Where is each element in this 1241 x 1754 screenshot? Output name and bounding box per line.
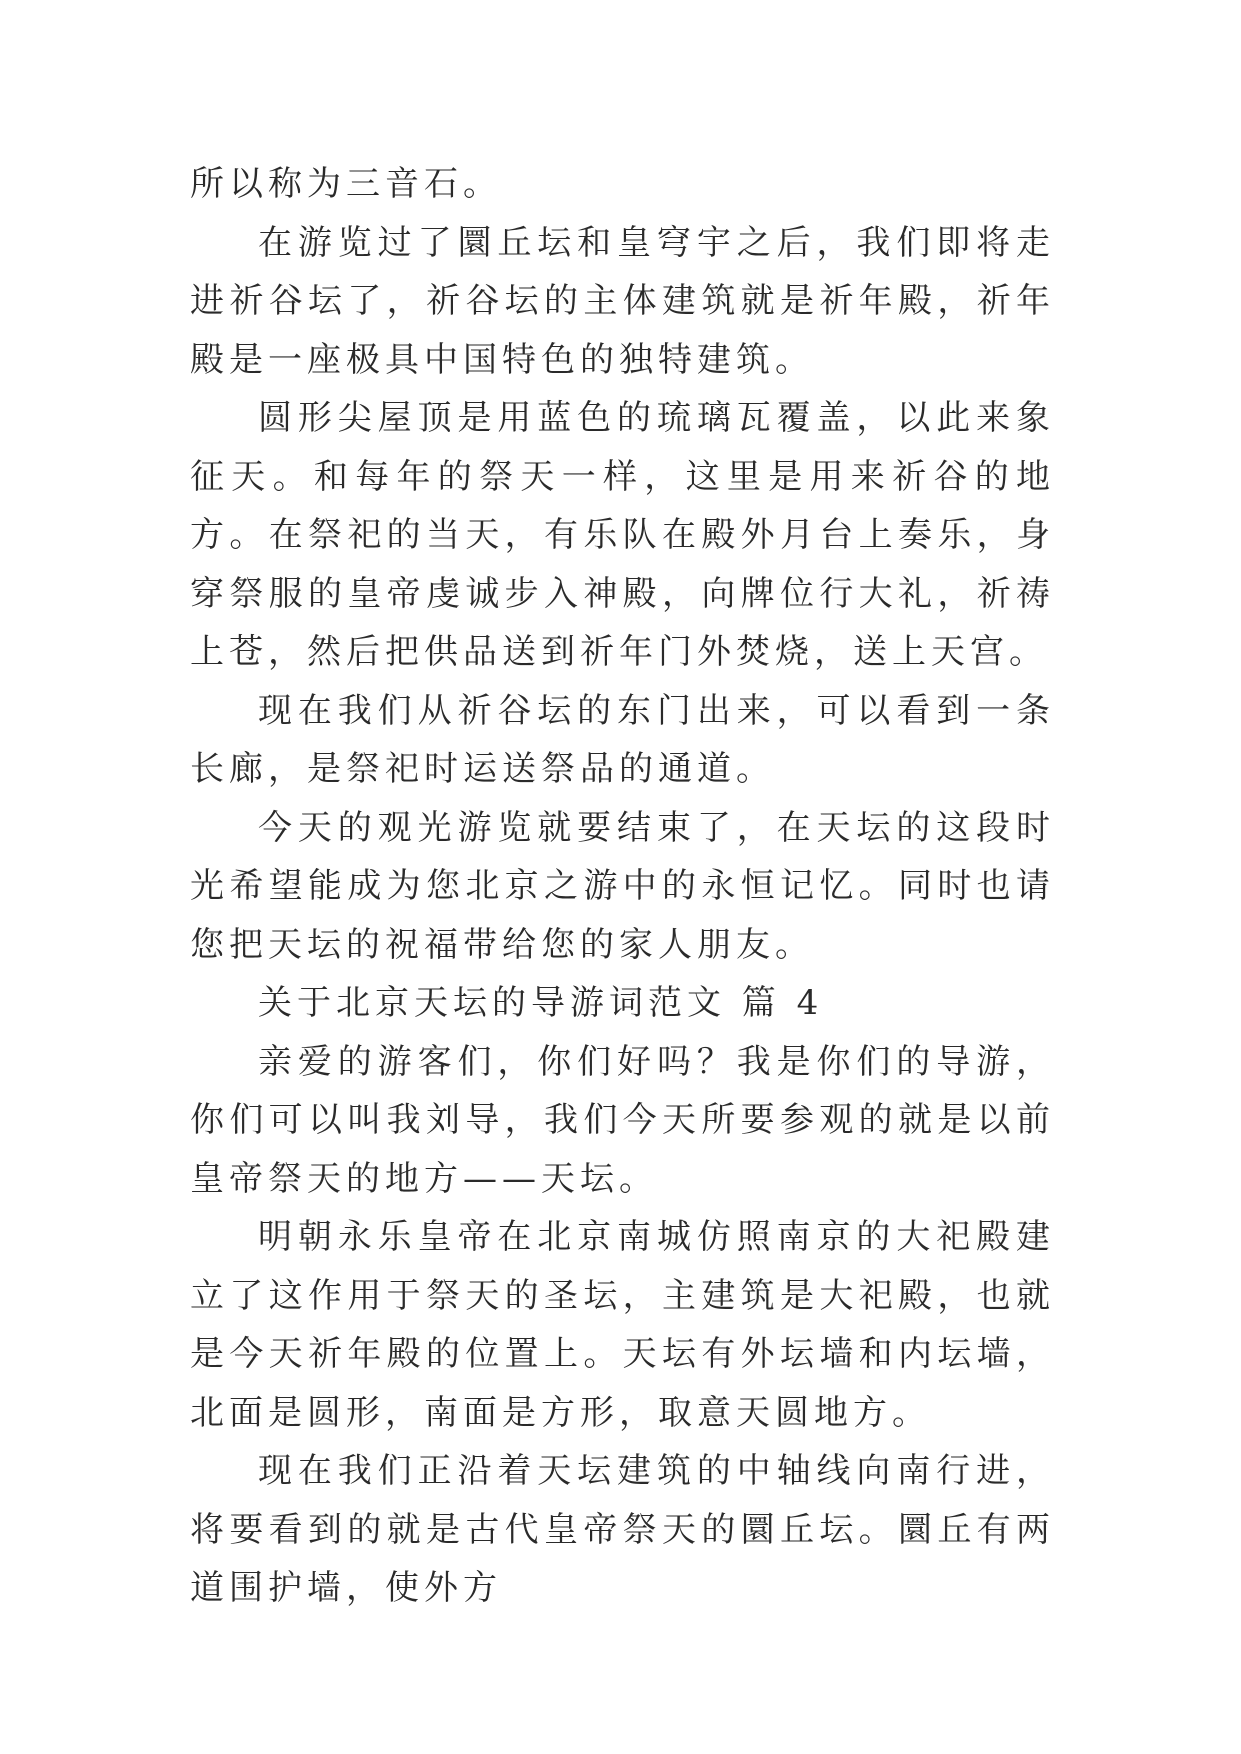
paragraph-2: 在游览过了圜丘坛和皇穹宇之后，我们即将走进祈谷坛了，祈谷坛的主体建筑就是祈年殿，祈年殿是一座极具中国特色的独特建筑。: [190, 222, 1055, 380]
paragraph-7: 明朝永乐皇帝在北京南城仿照南京的大祀殿建立了这作用于祭天的圣坛，主建筑是大祀殿，也就是今天祈年殿的位置上。天坛有外坛墙和内坛墙，北面是圆形，南面是方形，取意天圆地方。: [190, 1217, 1055, 1433]
paragraph-5: 今天的观光游览就要结束了，在天坛的这段时光希望能成为您北京之游中的永恒记忆。同时也请您把天坛的祝福带给您的家人朋友。: [190, 807, 1055, 965]
paragraph-6: 亲爱的游客们，你们好吗？我是你们的导游，你们可以叫我刘导，我们今天所要参观的就是以前皇帝祭天的地方——天坛。: [190, 1041, 1055, 1199]
section-heading: 关于北京天坛的导游词范文 篇 4: [258, 983, 824, 1023]
paragraph-4: 现在我们从祈谷坛的东门出来，可以看到一条长廊，是祭祀时运送祭品的通道。: [190, 690, 1055, 789]
document-body: [190, 155, 1055, 1618]
paragraph-1: 所以称为三音石。: [190, 164, 502, 204]
paragraph-3: 圆形尖屋顶是用蓝色的琉璃瓦覆盖，以此来象征天。和每年的祭天一样，这里是用来祈谷的地方。在祭祀的当天，有乐队在殿外月台上奏乐，身穿祭服的皇帝虔诚步入神殿，向牌位行大礼，祈祷上苍，然后把供品送到祈年门外焚烧，送上天宫。: [190, 398, 1055, 672]
paragraph-8: 现在我们正沿着天坛建筑的中轴线向南行进，将要看到的就是古代皇帝祭天的圜丘坛。圜丘有两道围护墙，使外方: [190, 1451, 1055, 1608]
